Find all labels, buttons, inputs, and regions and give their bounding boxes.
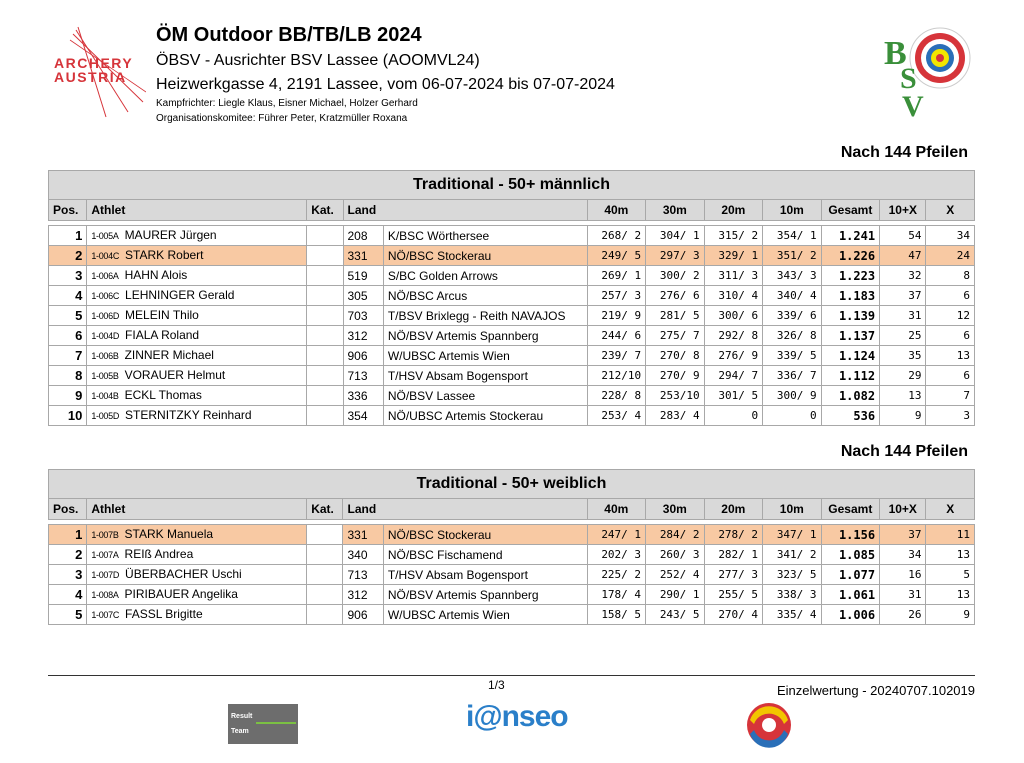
score-20m: 315/ 2	[704, 226, 763, 246]
score-40m: 269/ 1	[587, 266, 646, 286]
land-code: 519	[343, 266, 383, 286]
table-header	[49, 499, 975, 520]
rt-line1: Result	[231, 713, 253, 720]
athlete-name: LEHNINGER Gerald	[125, 288, 235, 302]
ten-x: 31	[880, 585, 926, 605]
cat	[307, 306, 343, 326]
land-code: 906	[343, 605, 383, 625]
total: 1.223	[821, 266, 880, 286]
results-table-women	[48, 469, 975, 625]
land-code: 331	[343, 525, 383, 545]
score-40m: 249/ 5	[587, 246, 646, 266]
col-40m: 40m	[587, 499, 646, 520]
athlete-code: 1-006A	[91, 271, 119, 281]
pos: 5	[49, 306, 87, 326]
athlete-cell	[87, 266, 307, 286]
club: NÖ/BSV Artemis Spannberg	[383, 326, 587, 346]
land-code: 906	[343, 346, 383, 366]
score-30m: 276/ 6	[646, 286, 705, 306]
score-20m: 278/ 2	[704, 525, 763, 545]
total: 1.061	[821, 585, 880, 605]
col-athlete: Athlet	[87, 499, 307, 520]
athlete-name: MELEIN Thilo	[125, 308, 199, 322]
result-row	[49, 286, 975, 306]
total: 1.139	[821, 306, 880, 326]
result-row	[49, 585, 975, 605]
score-30m: 243/ 5	[646, 605, 705, 625]
score-40m: 253/ 4	[587, 406, 646, 426]
athlete-cell	[87, 366, 307, 386]
athlete-code: 1-007D	[91, 570, 120, 580]
score-10m: 300/ 9	[763, 386, 822, 406]
x-count: 3	[926, 406, 975, 426]
club: W/UBSC Artemis Wien	[383, 605, 587, 625]
ten-x: 37	[880, 525, 926, 545]
page-title: ÖM Outdoor BB/TB/LB 2024	[156, 24, 422, 46]
pos: 2	[49, 246, 87, 266]
x-count: 12	[926, 306, 975, 326]
athlete-code: 1-007B	[91, 530, 119, 540]
x-count: 6	[926, 326, 975, 346]
cat	[307, 286, 343, 306]
cat	[307, 366, 343, 386]
score-10m: 351/ 2	[763, 246, 822, 266]
score-40m: 202/ 3	[587, 545, 646, 565]
score-10m: 354/ 1	[763, 226, 822, 246]
x-count: 5	[926, 565, 975, 585]
x-count: 24	[926, 246, 975, 266]
logo-text-austria: AUSTRIA	[54, 69, 127, 85]
score-20m: 276/ 9	[704, 346, 763, 366]
score-30m: 270/ 9	[646, 366, 705, 386]
result-row	[49, 605, 975, 625]
pos: 3	[49, 266, 87, 286]
total: 1.137	[821, 326, 880, 346]
athlete-code: 1-007C	[91, 610, 120, 620]
score-10m: 335/ 4	[763, 605, 822, 625]
score-10m: 341/ 2	[763, 545, 822, 565]
athlete-name: MAURER Jürgen	[124, 228, 217, 242]
x-count: 7	[926, 386, 975, 406]
athlete-code: 1-006B	[91, 351, 119, 361]
cat	[307, 346, 343, 366]
score-30m: 300/ 2	[646, 266, 705, 286]
footer-divider	[48, 675, 975, 676]
athlete-code: 1-006C	[91, 291, 120, 301]
col-total: Gesamt	[821, 200, 880, 221]
total: 1.226	[821, 246, 880, 266]
athlete-code: 1-005D	[91, 411, 120, 421]
land-code: 713	[343, 565, 383, 585]
rows-women	[49, 525, 975, 625]
pos: 6	[49, 326, 87, 346]
score-20m: 301/ 5	[704, 386, 763, 406]
pos: 4	[49, 585, 87, 605]
score-30m: 281/ 5	[646, 306, 705, 326]
ten-x: 25	[880, 326, 926, 346]
ten-x: 47	[880, 246, 926, 266]
ianseo-logo: i@nseo	[466, 700, 568, 733]
category-title: Traditional - 50+ weiblich	[49, 470, 975, 499]
cat	[307, 585, 343, 605]
athlete-code: 1-005A	[91, 231, 119, 241]
score-30m: 284/ 2	[646, 525, 705, 545]
pos: 1	[49, 226, 87, 246]
score-30m: 304/ 1	[646, 226, 705, 246]
total: 1.112	[821, 366, 880, 386]
score-20m: 270/ 4	[704, 605, 763, 625]
page-number: 1/3	[488, 678, 505, 692]
score-10m: 326/ 8	[763, 326, 822, 346]
club: NÖ/BSV Artemis Spannberg	[383, 585, 587, 605]
pos: 9	[49, 386, 87, 406]
score-10m: 338/ 3	[763, 585, 822, 605]
score-10m: 347/ 1	[763, 525, 822, 545]
score-20m: 310/ 4	[704, 286, 763, 306]
ten-x: 26	[880, 605, 926, 625]
archery-target-logo	[744, 700, 794, 750]
score-40m: 225/ 2	[587, 565, 646, 585]
athlete-cell	[87, 306, 307, 326]
score-10m: 339/ 6	[763, 306, 822, 326]
land-code: 331	[343, 246, 383, 266]
x-count: 13	[926, 346, 975, 366]
result-row	[49, 266, 975, 286]
svg-text:B: B	[884, 35, 907, 72]
cat	[307, 266, 343, 286]
athlete-cell	[87, 386, 307, 406]
athlete-name: ZINNER Michael	[124, 348, 214, 362]
score-10m: 0	[763, 406, 822, 426]
athlete-name: REIß Andrea	[124, 547, 194, 561]
athlete-cell	[87, 246, 307, 266]
pos: 4	[49, 286, 87, 306]
pos: 2	[49, 545, 87, 565]
score-40m: 158/ 5	[587, 605, 646, 625]
athlete-code: 1-004D	[91, 331, 120, 341]
category-title: Traditional - 50+ männlich	[49, 171, 975, 200]
cat	[307, 525, 343, 545]
result-row	[49, 226, 975, 246]
score-20m: 277/ 3	[704, 565, 763, 585]
score-20m: 311/ 3	[704, 266, 763, 286]
score-20m: 300/ 6	[704, 306, 763, 326]
ten-x: 37	[880, 286, 926, 306]
timestamp: Einzelwertung - 20240707.102019	[776, 683, 975, 698]
result-row	[49, 346, 975, 366]
club: NÖ/BSV Lassee	[383, 386, 587, 406]
cat	[307, 406, 343, 426]
total: 536	[821, 406, 880, 426]
col-cat: Kat.	[307, 499, 343, 520]
result-team-logo	[228, 704, 298, 744]
result-row	[49, 246, 975, 266]
col-10m: 10m	[763, 499, 822, 520]
score-20m: 0	[704, 406, 763, 426]
total: 1.183	[821, 286, 880, 306]
club: T/BSV Brixlegg - Reith NAVAJOS	[383, 306, 587, 326]
cat	[307, 565, 343, 585]
score-30m: 290/ 1	[646, 585, 705, 605]
score-10m: 343/ 3	[763, 266, 822, 286]
athlete-cell	[87, 346, 307, 366]
table-header	[49, 200, 975, 221]
score-40m: 219/ 9	[587, 306, 646, 326]
pos: 8	[49, 366, 87, 386]
score-40m: 212/10	[587, 366, 646, 386]
club: T/HSV Absam Bogensport	[383, 366, 587, 386]
athlete-name: PIRIBAUER Angelika	[124, 587, 238, 601]
athlete-name: VORAUER Helmut	[124, 368, 226, 382]
section-after-label: Nach 144 Pfeilen	[840, 443, 968, 460]
col-10m: 10m	[763, 200, 822, 221]
ten-x: 31	[880, 306, 926, 326]
ten-x: 29	[880, 366, 926, 386]
col-10x: 10+X	[880, 499, 926, 520]
pos: 10	[49, 406, 87, 426]
col-20m: 20m	[704, 499, 763, 520]
club: K/BSC Wörthersee	[383, 226, 587, 246]
ten-x: 13	[880, 386, 926, 406]
x-count: 6	[926, 366, 975, 386]
land-code: 340	[343, 545, 383, 565]
club: S/BC Golden Arrows	[383, 266, 587, 286]
score-40m: 244/ 6	[587, 326, 646, 346]
ten-x: 34	[880, 545, 926, 565]
athlete-name: HAHN Alois	[124, 268, 188, 282]
total: 1.156	[821, 525, 880, 545]
score-20m: 282/ 1	[704, 545, 763, 565]
x-count: 34	[926, 226, 975, 246]
cat	[307, 226, 343, 246]
score-30m: 252/ 4	[646, 565, 705, 585]
committee: Organisationskomitee: Führer Peter, Kratzmüller Roxana	[156, 113, 408, 124]
col-total: Gesamt	[821, 499, 880, 520]
athlete-code: 1-006D	[91, 311, 120, 321]
ten-x: 32	[880, 266, 926, 286]
land-code: 713	[343, 366, 383, 386]
ten-x: 35	[880, 346, 926, 366]
score-40m: 257/ 3	[587, 286, 646, 306]
bsv-logo	[880, 22, 972, 122]
athlete-name: STARK Manuela	[124, 527, 214, 541]
athlete-cell	[87, 326, 307, 346]
athlete-cell	[87, 545, 307, 565]
total: 1.006	[821, 605, 880, 625]
athlete-name: STERNITZKY Reinhard	[125, 408, 252, 422]
athlete-code: 1-004B	[91, 391, 119, 401]
land-code: 336	[343, 386, 383, 406]
athlete-cell	[87, 585, 307, 605]
x-count: 9	[926, 605, 975, 625]
x-count: 11	[926, 525, 975, 545]
score-40m: 247/ 1	[587, 525, 646, 545]
pos: 3	[49, 565, 87, 585]
result-row	[49, 545, 975, 565]
col-land: Land	[343, 499, 587, 520]
score-10m: 336/ 7	[763, 366, 822, 386]
result-row	[49, 306, 975, 326]
judges: Kampfrichter: Liegle Klaus, Eisner Michael, Holzer Gerhard	[156, 98, 418, 109]
col-20m: 20m	[704, 200, 763, 221]
athlete-cell	[87, 226, 307, 246]
land-code: 312	[343, 585, 383, 605]
col-10x: 10+X	[880, 200, 926, 221]
score-20m: 294/ 7	[704, 366, 763, 386]
svg-text:V: V	[902, 90, 924, 122]
score-30m: 270/ 8	[646, 346, 705, 366]
cat	[307, 246, 343, 266]
cat	[307, 326, 343, 346]
col-land: Land	[343, 200, 587, 221]
score-40m: 239/ 7	[587, 346, 646, 366]
x-count: 13	[926, 545, 975, 565]
land-code: 305	[343, 286, 383, 306]
col-athlete: Athlet	[87, 200, 307, 221]
venue: Heizwerkgasse 4, 2191 Lassee, vom 06-07-2024 bis 07-07-2024	[156, 76, 615, 93]
total: 1.124	[821, 346, 880, 366]
athlete-code: 1-005B	[91, 371, 119, 381]
col-pos: Pos.	[49, 499, 87, 520]
land-code: 312	[343, 326, 383, 346]
svg-text:S: S	[900, 62, 917, 95]
result-row	[49, 525, 975, 545]
score-30m: 283/ 4	[646, 406, 705, 426]
organizer: ÖBSV - Ausrichter BSV Lassee (AOOMVL24)	[156, 52, 480, 69]
total: 1.241	[821, 226, 880, 246]
athlete-code: 1-004C	[91, 251, 120, 261]
col-cat: Kat.	[307, 200, 343, 221]
col-40m: 40m	[587, 200, 646, 221]
result-row	[49, 366, 975, 386]
ten-x: 16	[880, 565, 926, 585]
logo-text-archery: ARCHERY	[54, 55, 134, 71]
x-count: 13	[926, 585, 975, 605]
pos: 5	[49, 605, 87, 625]
col-30m: 30m	[646, 200, 705, 221]
athlete-name: ECKL Thomas	[124, 388, 202, 402]
x-count: 6	[926, 286, 975, 306]
land-code: 208	[343, 226, 383, 246]
col-pos: Pos.	[49, 200, 87, 221]
total: 1.082	[821, 386, 880, 406]
result-row	[49, 406, 975, 426]
score-10m: 339/ 5	[763, 346, 822, 366]
score-40m: 178/ 4	[587, 585, 646, 605]
athlete-name: STARK Robert	[125, 248, 204, 262]
x-count: 8	[926, 266, 975, 286]
score-30m: 260/ 3	[646, 545, 705, 565]
result-row	[49, 326, 975, 346]
total: 1.077	[821, 565, 880, 585]
result-row	[49, 386, 975, 406]
results-table-men	[48, 170, 975, 426]
score-20m: 292/ 8	[704, 326, 763, 346]
club: T/HSV Absam Bogensport	[383, 565, 587, 585]
club: W/UBSC Artemis Wien	[383, 346, 587, 366]
athlete-code: 1-007A	[91, 550, 119, 560]
score-20m: 329/ 1	[704, 246, 763, 266]
ten-x: 9	[880, 406, 926, 426]
club: NÖ/BSC Stockerau	[383, 246, 587, 266]
rt-line2: Team	[231, 728, 249, 735]
score-40m: 228/ 8	[587, 386, 646, 406]
score-40m: 268/ 2	[587, 226, 646, 246]
land-code: 354	[343, 406, 383, 426]
pos: 7	[49, 346, 87, 366]
col-x: X	[926, 200, 975, 221]
score-30m: 297/ 3	[646, 246, 705, 266]
athlete-cell	[87, 525, 307, 545]
score-10m: 323/ 5	[763, 565, 822, 585]
cat	[307, 386, 343, 406]
result-row	[49, 565, 975, 585]
cat	[307, 605, 343, 625]
section-after-label: Nach 144 Pfeilen	[840, 144, 968, 161]
total: 1.085	[821, 545, 880, 565]
col-30m: 30m	[646, 499, 705, 520]
athlete-cell	[87, 406, 307, 426]
pos: 1	[49, 525, 87, 545]
score-20m: 255/ 5	[704, 585, 763, 605]
athlete-cell	[87, 286, 307, 306]
land-code: 703	[343, 306, 383, 326]
rows-men	[49, 226, 975, 426]
col-x: X	[926, 499, 975, 520]
athlete-code: 1-008A	[91, 590, 119, 600]
score-10m: 340/ 4	[763, 286, 822, 306]
club: NÖ/BSC Arcus	[383, 286, 587, 306]
athlete-cell	[87, 605, 307, 625]
athlete-name: ÜBERBACHER Uschi	[125, 567, 242, 581]
cat	[307, 545, 343, 565]
ten-x: 54	[880, 226, 926, 246]
athlete-name: FASSL Brigitte	[125, 607, 203, 621]
score-30m: 275/ 7	[646, 326, 705, 346]
score-30m: 253/10	[646, 386, 705, 406]
athlete-name: FIALA Roland	[125, 328, 200, 342]
athlete-cell	[87, 565, 307, 585]
club: NÖ/BSC Fischamend	[383, 545, 587, 565]
club: NÖ/BSC Stockerau	[383, 525, 587, 545]
club: NÖ/UBSC Artemis Stockerau	[383, 406, 587, 426]
